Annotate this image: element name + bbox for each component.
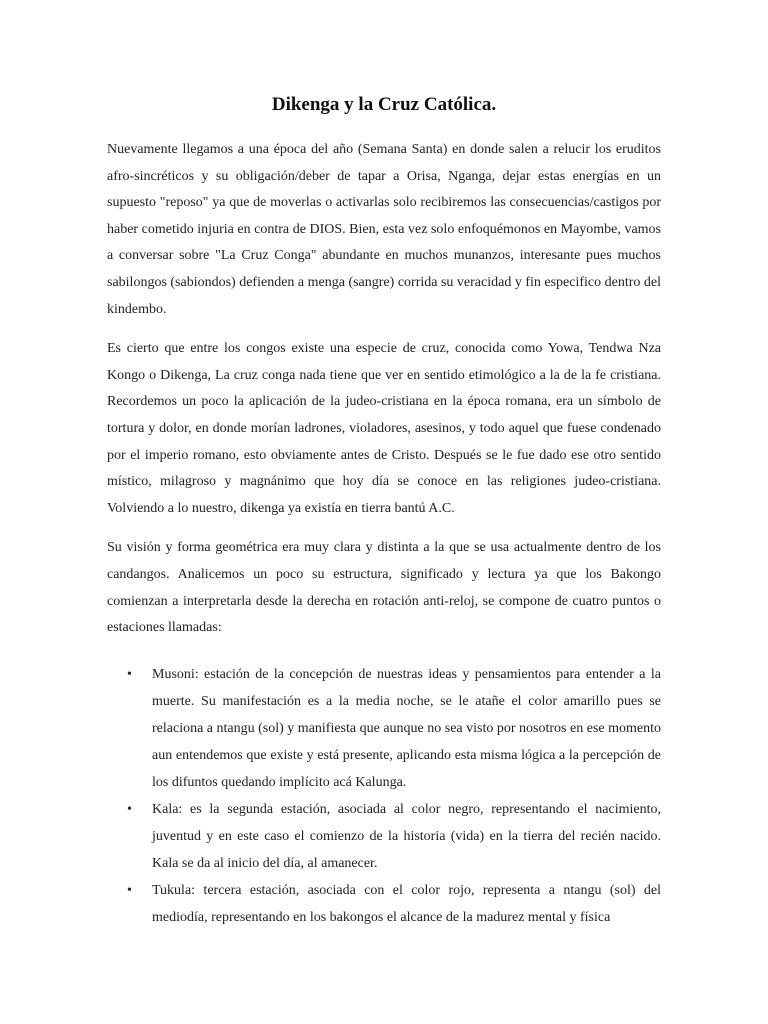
- document-body: [107, 137, 661, 931]
- stations-list: [107, 661, 661, 931]
- paragraph-cruz-conga: Es cierto que entre los congos existe una especie de cruz, conocida como Yowa, Tendwa Nza Kongo o Dikenga, La cruz conga nada tiene que ver en sentido etimológico a la de la fe cristiana. Recordemos un poco la aplicación de la judeo-cristiana en la época romana, era un símbolo de tortura y dolor, en donde morían ladrones, violadores, asesinos, y todo aquel que fuese condenado por el imperio romano, esto obviamente antes de Cristo. Después se le fue dado ese otro sentido místico, milagroso y magnánimo que hoy día se conoce en las religiones judeo-cristiana. Volviendo a lo nuestro, dikenga ya existía en tierra bantú A.C.: [107, 341, 661, 516]
- list-item-musoni: [107, 661, 661, 796]
- list-item-tukula: [107, 877, 661, 931]
- list-item-text: Musoni: estación de la concepción de nuestras ideas y pensamientos para entender a la muerte. Su manifestación es a la media noche, se le atañe el color amarillo pues se relaciona a ntangu (sol) y manifiesta que aunque no sea visto por nosotros en ese momento aun entendemos que existe y está presente, aplicando esta misma lógica a la percepción de los difuntos quedando implícito acá Kalunga.: [152, 666, 661, 790]
- paragraph-estructura: Su visión y forma geométrica era muy clara y distinta a la que se usa actualmente dentro de los candangos. Analicemos un poco su estructura, significado y lectura ya que los Bakongo comienzan a interpretarla desde la derecha en rotación anti-reloj, se compone de cuatro puntos o estaciones llamadas:: [107, 540, 661, 636]
- paragraph-intro: Nuevamente llegamos a una época del año (Semana Santa) en donde salen a relucir los eruditos afro-sincréticos y su obligación/deber de tapar a Orisa, Nganga, dejar estas energías en un supuesto "reposo" ya que de moverlas o activarlas solo recibiremos las consecuencias/castigos por haber cometido injuria en contra de DIOS. Bien, esta vez solo enfoquémonos en Mayombe, vamos a conversar sobre "La Cruz Conga" abundante en muchos munanzos, interesante pues muchos sabilongos (sabiondos) defienden a menga (sangre) corrida su veracidad y fin especifico dentro del kindembo.: [107, 142, 661, 317]
- list-item-kala: [107, 796, 661, 877]
- list-item-text: Kala: es la segunda estación, asociada al color negro, representando el nacimiento, juventud y en este caso el comienzo de la historia (vida) en la tierra del recién nacido. Kala se da al inicio del día, al amanecer.: [152, 801, 661, 871]
- document-title: Dikenga y la Cruz Católica.: [271, 94, 497, 115]
- bullet-icon: •: [127, 882, 132, 898]
- list-item-text: Tukula: tercera estación, asociada con el color rojo, representa a ntangu (sol) del mediodía, representando en los bakongos el alcance de la madurez mental y física: [152, 882, 661, 925]
- bullet-icon: •: [127, 666, 132, 682]
- bullet-icon: •: [127, 801, 132, 817]
